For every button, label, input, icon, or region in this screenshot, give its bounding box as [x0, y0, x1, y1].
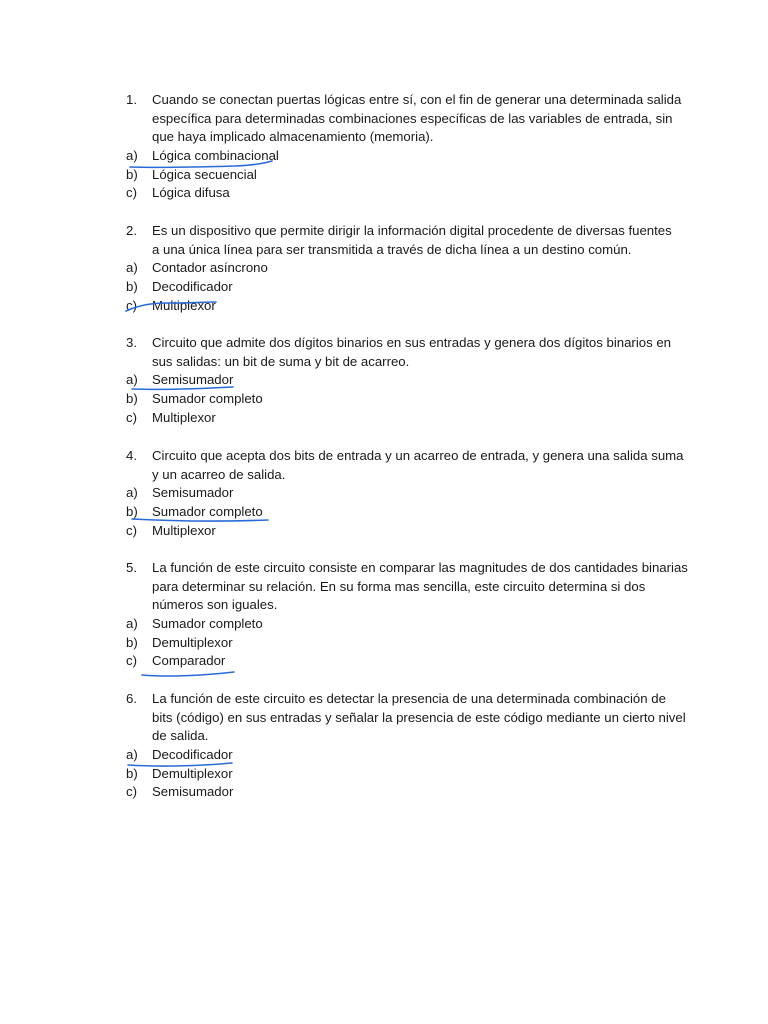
question-line	[126, 353, 666, 372]
option-b	[126, 503, 666, 522]
question-line	[126, 447, 684, 466]
option-letter: b)	[126, 391, 138, 407]
answer-underline-q5	[142, 672, 234, 676]
question-text: que haya implicado almacenamiento (memoria).	[152, 129, 434, 145]
question-text: Es un dispositivo que permite dirigir la información digital procedente de diversas fuentes	[152, 223, 672, 238]
option-text: Decodificador	[152, 747, 233, 763]
question-text: y un acarreo de salida.	[152, 466, 286, 482]
option-text: Semisumador	[152, 485, 234, 501]
option-letter: a)	[126, 148, 138, 164]
option-a	[126, 147, 666, 166]
option-letter: c)	[126, 653, 137, 669]
option-text: Decodificador	[152, 279, 233, 295]
option-letter: c)	[126, 784, 137, 800]
option-b	[126, 166, 666, 185]
option-text: Multiplexor	[152, 297, 216, 313]
question-line	[126, 690, 666, 709]
question-line	[126, 578, 666, 597]
option-letter: b)	[126, 504, 138, 520]
question-text: específica para determinadas combinaciones específicas de las variables de entrada, sin	[152, 110, 673, 126]
question-line	[126, 709, 686, 728]
question-2	[126, 222, 672, 315]
question-line	[126, 222, 672, 241]
option-text: Semisumador	[152, 784, 234, 800]
question-text: de salida.	[152, 728, 209, 744]
option-text: Comparador	[152, 653, 226, 669]
question-3	[126, 334, 672, 427]
question-text: La función de este circuito consiste en comparar las magnitudes de dos cantidades binarias	[152, 560, 688, 575]
option-text: Sumador completo	[152, 391, 263, 407]
option-b	[126, 390, 666, 409]
option-c	[126, 184, 666, 203]
option-letter: c)	[126, 185, 137, 201]
question-text: sus salidas: un bit de suma y bit de acarreo.	[152, 353, 410, 369]
question-line	[126, 110, 673, 129]
option-letter: c)	[126, 409, 137, 425]
question-6	[126, 690, 686, 802]
option-letter: b)	[126, 765, 138, 781]
question-text: para determinar su relación. En su forma mas sencilla, este circuito determina si dos	[152, 578, 646, 594]
question-4	[126, 447, 684, 540]
option-text: Multiplexor	[152, 409, 216, 425]
question-number: 1.	[126, 92, 137, 107]
option-text: Lógica combinacional	[152, 148, 279, 164]
option-text: Semisumador	[152, 372, 234, 388]
question-line	[126, 596, 666, 615]
option-letter: c)	[126, 297, 137, 313]
question-number: 2.	[126, 223, 137, 238]
question-number: 3.	[126, 335, 137, 350]
option-c	[126, 783, 666, 802]
question-line	[126, 727, 666, 746]
option-letter: a)	[126, 260, 138, 276]
option-a	[126, 259, 666, 278]
question-text: bits (código) en sus entradas y señalar la presencia de este código mediante un cierto nivel	[152, 709, 686, 725]
option-letter: a)	[126, 616, 138, 632]
option-b	[126, 278, 666, 297]
option-letter: b)	[126, 166, 138, 182]
option-text: Contador asíncrono	[152, 260, 268, 276]
option-b	[126, 634, 666, 653]
question-line	[126, 91, 682, 110]
option-a	[126, 615, 666, 634]
option-a	[126, 371, 666, 390]
question-line	[126, 559, 688, 578]
option-text: Demultiplexor	[152, 765, 233, 781]
question-5	[126, 559, 688, 671]
option-a	[126, 484, 666, 503]
option-c	[126, 522, 666, 541]
option-letter: a)	[126, 747, 138, 763]
option-text: Lógica secuencial	[152, 166, 257, 182]
question-text: Circuito que acepta dos bits de entrada y un acarreo de entrada, y genera una salida suma	[152, 448, 684, 463]
option-text: Sumador completo	[152, 504, 263, 520]
option-c	[126, 409, 666, 428]
question-text: números son iguales.	[152, 597, 278, 613]
option-text: Lógica difusa	[152, 185, 230, 201]
option-text: Demultiplexor	[152, 634, 233, 650]
option-c	[126, 297, 666, 316]
question-1	[126, 91, 682, 203]
option-text: Sumador completo	[152, 616, 263, 632]
option-a	[126, 746, 666, 765]
question-line	[126, 334, 672, 353]
option-c	[126, 652, 666, 671]
option-letter: c)	[126, 522, 137, 538]
option-letter: a)	[126, 485, 138, 501]
option-text: Multiplexor	[152, 522, 216, 538]
question-text: Circuito que admite dos dígitos binarios en sus entradas y genera dos dígitos binarios en	[152, 335, 672, 350]
question-text: Cuando se conectan puertas lógicas entre sí, con el fin de generar una determinada salida	[152, 92, 682, 107]
option-letter: a)	[126, 372, 138, 388]
question-line	[126, 128, 666, 147]
option-letter: b)	[126, 634, 138, 650]
question-line	[126, 466, 666, 485]
question-number: 4.	[126, 448, 137, 463]
question-number: 5.	[126, 560, 137, 575]
option-b	[126, 765, 666, 784]
question-line	[126, 241, 666, 260]
question-text: a una única línea para ser transmitida a través de dicha línea a un destino común.	[152, 241, 632, 257]
question-number: 6.	[126, 691, 137, 706]
question-text: La función de este circuito es detectar la presencia de una determinada combinación de	[152, 691, 666, 706]
option-letter: b)	[126, 279, 138, 295]
